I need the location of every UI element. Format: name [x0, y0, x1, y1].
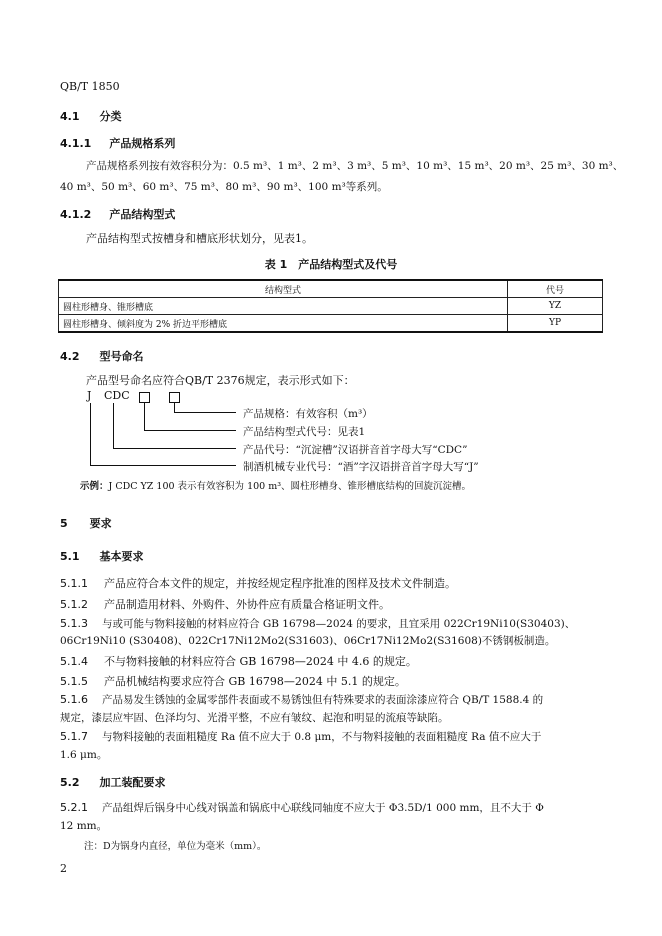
- table-row: [59, 298, 603, 315]
- clause-5-1-6: [60, 692, 543, 707]
- table-header-cell: 结构型式: [59, 280, 508, 298]
- clause-number: 5.1.7: [60, 730, 88, 743]
- section-number: 4.1.2: [60, 208, 92, 221]
- clause-text: 产品组焊后锅身中心线对锅盖和锅底中心联线同轴度不应大于 Φ3.5D/1 000 mm，且不大于 Φ: [102, 802, 544, 814]
- section-title: 产品规格系列: [109, 137, 176, 150]
- clause-5-1-3-cont: 06Cr19Ni10 (S30408)、022Cr17Ni12Mo2(S31603)、06Cr17Ni12Mo2(S31608)不锈钢板制造。: [60, 635, 556, 647]
- table-header-cell: 代号: [508, 280, 603, 298]
- table-header-row: [59, 280, 603, 298]
- section-number: 5.1: [60, 550, 80, 563]
- clause-number: 5.1.2: [60, 598, 88, 611]
- connector-line: [144, 403, 145, 431]
- section-title: 加工装配要求: [99, 776, 166, 789]
- structure-intro: 产品结构型式按槽身和槽底形状划分，见表1。: [86, 232, 313, 245]
- table-cell-code: YP: [508, 315, 603, 333]
- structure-table: [58, 279, 603, 333]
- section-title: 产品结构型式: [109, 208, 176, 221]
- section-number: 4.1.1: [60, 137, 92, 150]
- connector-line: [90, 403, 91, 466]
- clause-5-2-1-cont: 12 mm。: [60, 820, 108, 832]
- clause-text: 与物料接触的表面粗糙度 Ra 值不应大于 0.8 μm，不与物料接触的表面粗糙度 Ra 值不应大于: [102, 731, 542, 743]
- clause-5-1-4: [60, 653, 417, 669]
- example-text: J CDC YZ 100 表示有效容积为 100 m³、圆柱形槽身、锥形槽底结构的回旋沉淀槽。: [108, 481, 472, 492]
- section-4-2-heading: [60, 348, 144, 364]
- model-legend-product: 产品代号：“沉淀槽”汉语拼音首字母大写“CDC”: [243, 444, 468, 456]
- clause-number: 5.1.5: [60, 675, 88, 688]
- clause-5-2-1: [60, 800, 544, 815]
- connector-line: [174, 412, 236, 413]
- clause-5-1-6-cont: 规定，漆层应牢固、色泽均匀、光滑平整，不应有皱纹、起泡和明显的流痕等缺陷。: [60, 712, 449, 724]
- clause-text: 与或可能与物料接触的材料应符合 GB 16798—2024 的要求，且宜采用 022Cr19Ni10(S30403)、: [102, 618, 576, 630]
- section-number: 4.2: [60, 350, 80, 363]
- section-4-1-1-heading: [60, 135, 175, 151]
- model-legend-industry: 制酒机械专业代号：“酒”字汉语拼音首字母大写“J”: [243, 461, 479, 473]
- model-box-structure: [139, 392, 150, 403]
- section-title: 型号命名: [99, 350, 144, 363]
- model-code-cdc: CDC: [104, 389, 130, 402]
- section-5-2-heading: [60, 774, 166, 790]
- clause-5-1-7: [60, 729, 541, 744]
- model-box-spec: [169, 392, 180, 403]
- table-1-caption: 表 1 产品结构型式及代号: [264, 258, 398, 271]
- table-cell-code: YZ: [508, 298, 603, 315]
- spec-series-line-2: 40 m³、50 m³、60 m³、75 m³、80 m³、90 m³、100 m³等系列。: [60, 181, 388, 193]
- table-row: [59, 315, 603, 333]
- clause-text: 产品易发生锈蚀的金属零部件表面或不易锈蚀但有特殊要求的表面涂漆应符合 QB/T 1588.4 的: [102, 694, 544, 706]
- standard-code: QB/T 1850: [60, 80, 120, 93]
- table-cell-form: 圆柱形槽身、锥形槽底: [59, 298, 508, 315]
- section-4-1-heading: [60, 108, 122, 124]
- section-5-1-heading: [60, 548, 144, 564]
- clause-text: 产品制造用材料、外购件、外协件应有质量合格证明文件。: [104, 598, 390, 611]
- section-number: 5: [60, 517, 68, 530]
- clause-text: 不与物料接触的材料应符合 GB 16798—2024 中 4.6 的规定。: [104, 655, 417, 668]
- clause-number: 5.1.4: [60, 655, 88, 668]
- model-example: [80, 478, 471, 492]
- section-title: 要求: [89, 517, 112, 530]
- clause-5-1-1: [60, 575, 456, 591]
- clause-text: 产品机械结构要求应符合 GB 16798—2024 中 5.1 的规定。: [104, 675, 406, 688]
- clause-5-1-7-cont: 1.6 μm。: [60, 749, 108, 761]
- connector-line: [113, 403, 114, 449]
- table-cell-form: 圆柱形槽身、倾斜度为 2% 折边平形槽底: [59, 315, 508, 333]
- note: 注：D为锅身内直径，单位为毫米（mm）。: [84, 841, 267, 852]
- model-legend-spec: 产品规格：有效容积（m³）: [243, 408, 373, 420]
- section-title: 分类: [99, 110, 122, 123]
- section-number: 4.1: [60, 110, 80, 123]
- connector-line: [90, 465, 236, 466]
- clause-number: 5.1.6: [60, 693, 88, 706]
- model-legend-structure: 产品结构型式代号：见表1: [243, 426, 366, 438]
- clause-number: 5.2.1: [60, 801, 88, 814]
- section-title: 基本要求: [99, 550, 144, 563]
- clause-5-1-3: [60, 616, 575, 631]
- section-5-heading: [60, 515, 112, 531]
- connector-line: [113, 448, 236, 449]
- example-label: 示例：: [80, 481, 109, 492]
- clause-5-1-5: [60, 673, 406, 689]
- spec-series-line-1: 产品规格系列按有效容积分为：0.5 m³、1 m³、2 m³、3 m³、5 m³、10 m³、15 m³、20 m³、25 m³、30 m³、: [86, 160, 624, 172]
- clause-5-1-2: [60, 596, 390, 612]
- model-naming-intro: 产品型号命名应符合QB/T 2376规定，表示形式如下：: [86, 374, 355, 387]
- clause-number: 5.1.1: [60, 577, 88, 590]
- section-4-1-2-heading: [60, 206, 175, 222]
- clause-text: 产品应符合本文件的规定，并按经规定程序批准的图样及技术文件制造。: [104, 577, 456, 590]
- section-number: 5.2: [60, 776, 80, 789]
- model-code-j: J: [87, 389, 92, 402]
- page-number: 2: [60, 862, 67, 875]
- connector-line: [144, 430, 236, 431]
- clause-number: 5.1.3: [60, 617, 88, 630]
